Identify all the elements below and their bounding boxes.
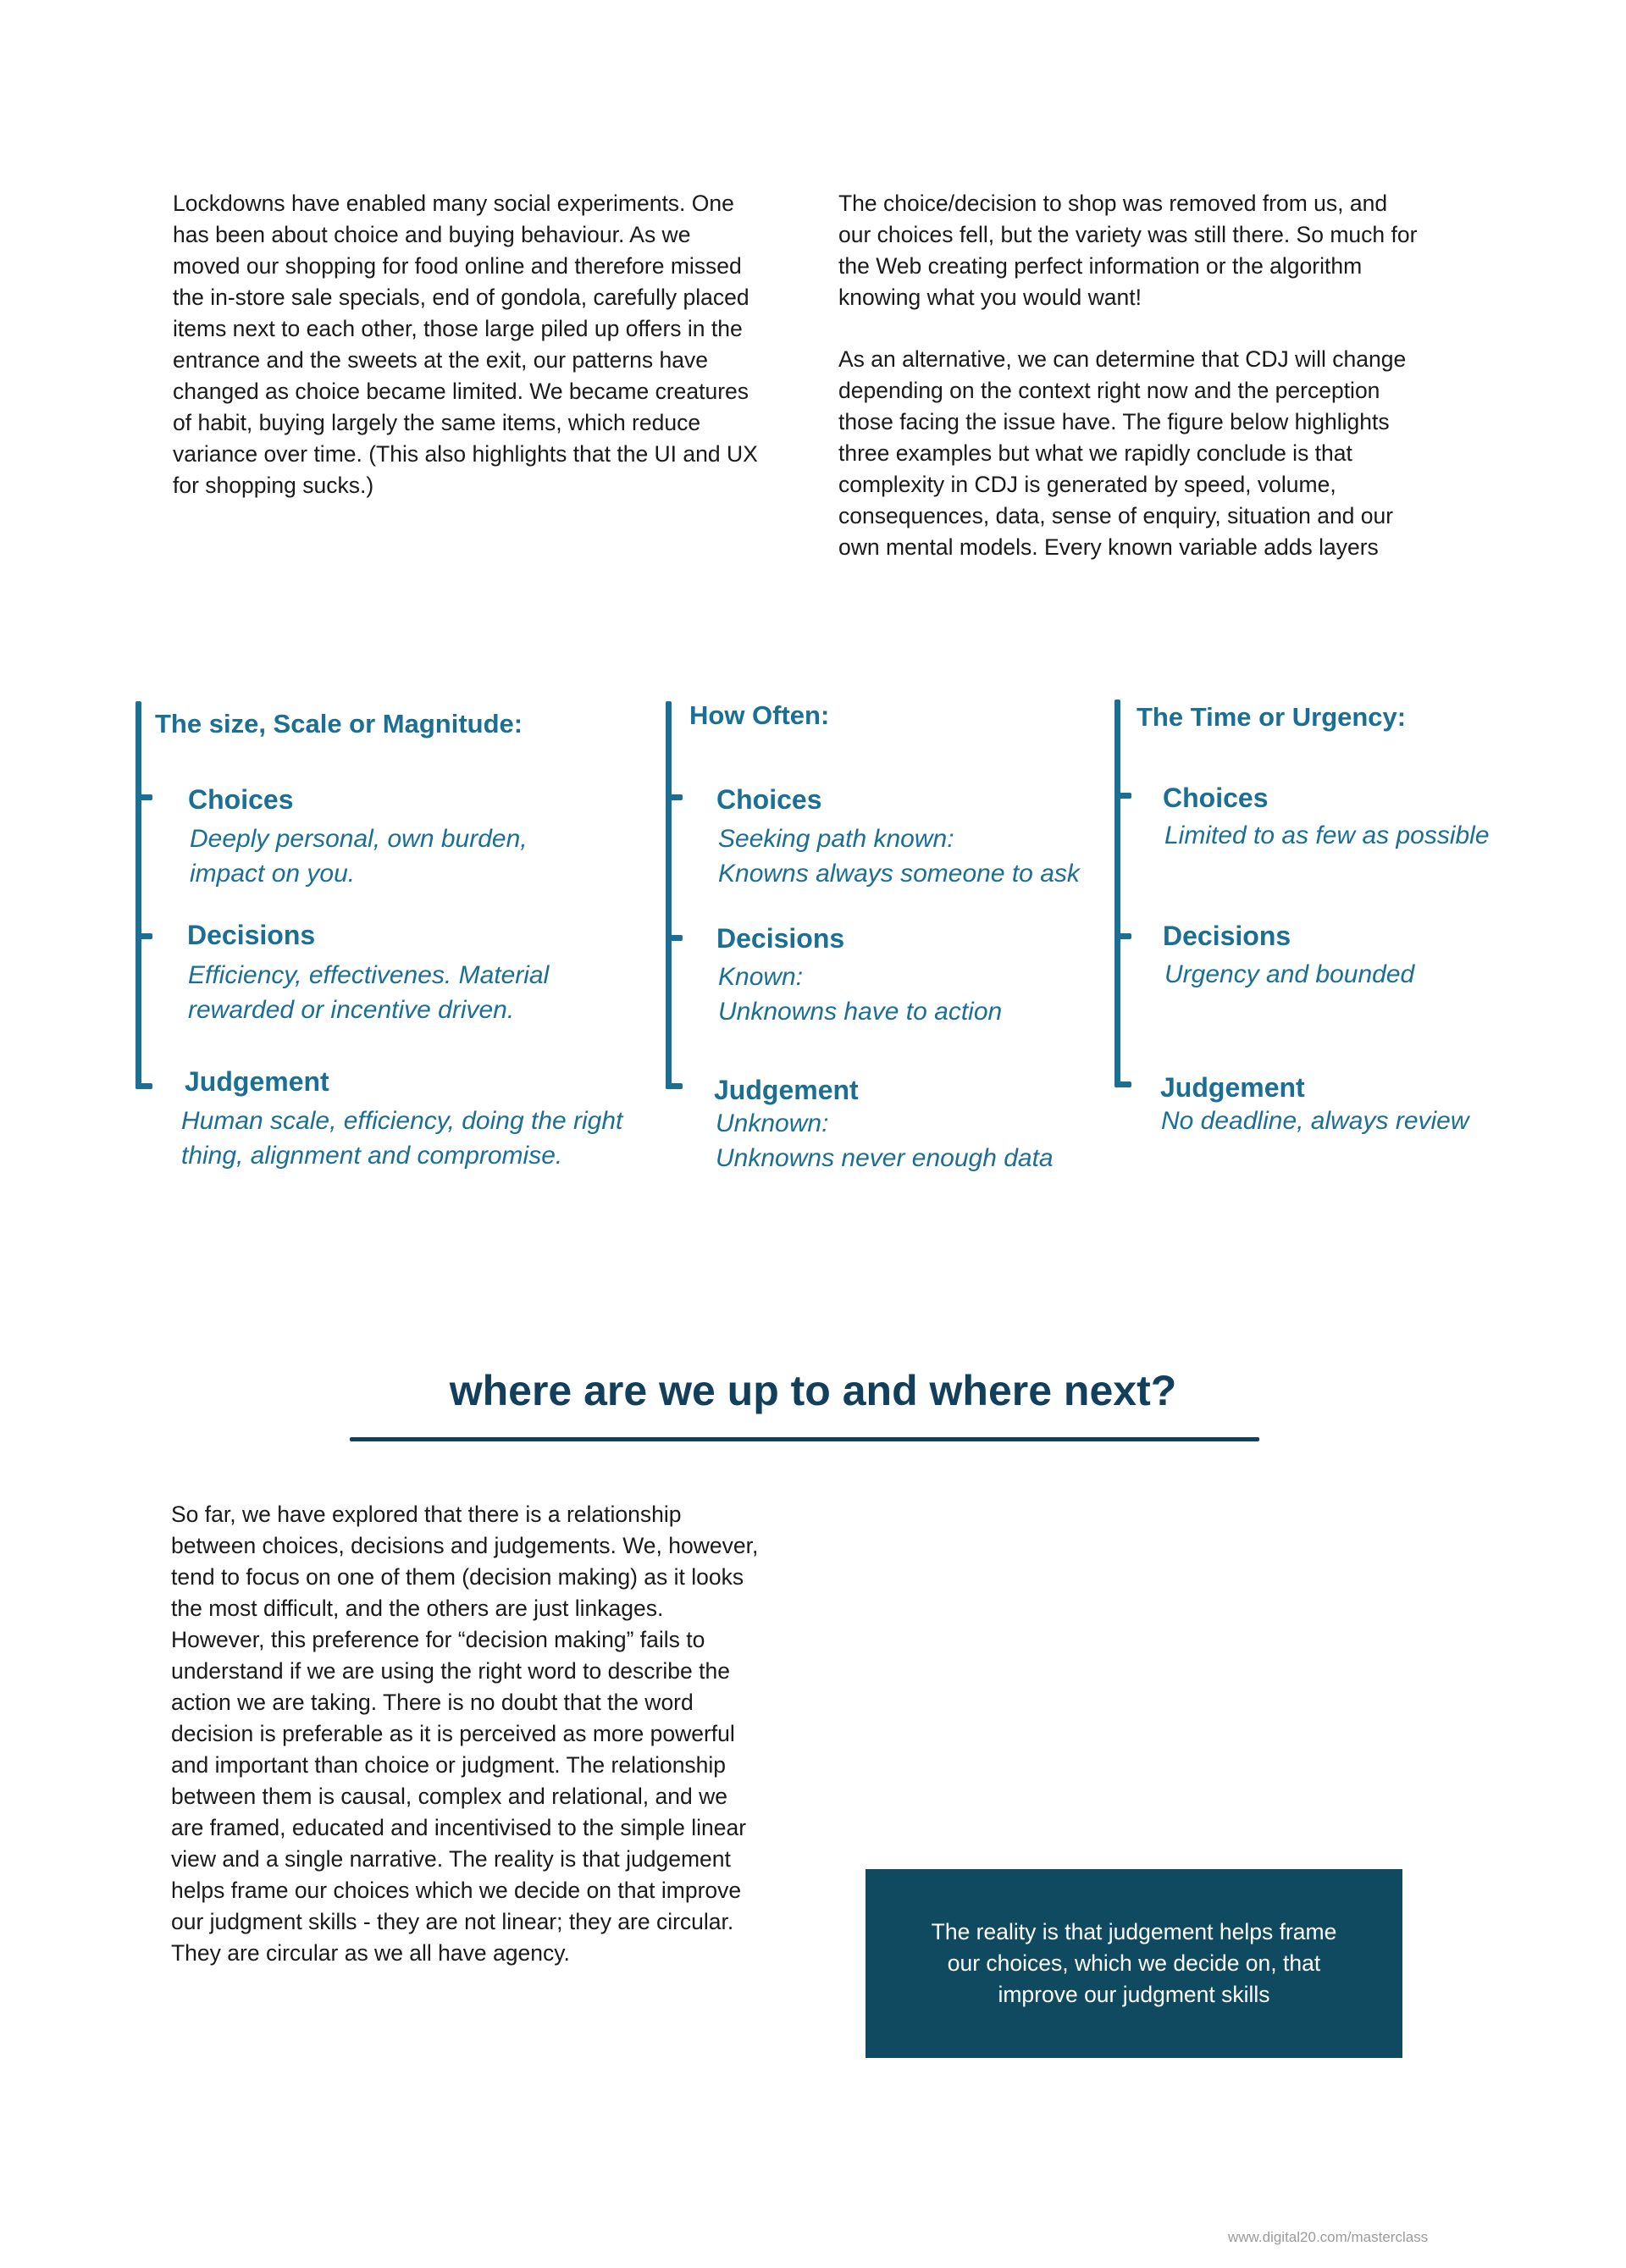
decisions-label: Decisions [716,923,845,954]
intro-right-paragraph-1: The choice/decision to shop was removed from us, and our choices fell, but the variety was still there. So much for the Web creating perfect information or the algorithm knowing what you would want! [838,191,1418,310]
bracket-tick [666,1083,683,1089]
column-heading: The size, Scale or Magnitude: [155,709,523,738]
choices-label: Choices [1163,783,1269,813]
bracket-tick [1114,793,1131,799]
column-heading: The Time or Urgency: [1137,702,1407,732]
choices-text: Seeking path known: Knowns always someone to ask [718,825,1080,888]
bracket-tick [136,1083,152,1089]
choices-text: Limited to as few as possible [1164,821,1490,849]
choices-label: Choices [188,784,294,815]
decisions-text: Known: Unknowns have to action [718,963,1003,1026]
judgement-text: Human scale, efficiency, doing the right thing, alignment and compromise. [181,1107,623,1170]
pull-quote-text: The reality is that judgement helps frame our choices, which we decide on, that improve our judgment skills [931,1919,1337,2007]
decisions-label: Decisions [187,920,316,950]
column-bracket [666,701,672,1089]
judgement-text: Unknown: Unknowns never enough data [716,1109,1054,1172]
pull-quote-callout [866,1869,1402,2058]
bracket-tick [1114,1081,1131,1087]
bracket-tick [136,933,152,939]
footer-url: www.digital20.com/masterclass [1228,2229,1429,2245]
bracket-tick [666,794,683,800]
bracket-tick [666,935,683,941]
intro-right-paragraph-2: As an alternative, we can determine that CDJ will change depending on the context right now and the perception those facing the issue have. The figure below highlights three examples but what we rapidly conclude is that complexity in CDJ is generated by speed, volume, consequences, data, sense of enquiry, situation and our own mental models. Every known variable adds layers [838,346,1407,560]
column-bracket [136,701,141,1089]
section-divider [350,1437,1259,1441]
choices-text: Deeply personal, own burden, impact on you. [190,825,528,888]
decisions-text: Efficiency, effectivenes. Material rewarded or incentive driven. [188,961,550,1024]
intro-left-paragraph: Lockdowns have enabled many social experiments. One has been about choice and buying behaviour. As we moved our shopping for food online and therefore missed the in-store sale specials, end of gondola, carefully placed items next to each other, those large piled up offers in the entrance and the sweets at the exit, our patterns have changed as choice became limited. We became creatures of habit, buying largely the same items, which reduce variance over time. (This also highlights that the UI and UX for shopping sucks.) [173,191,758,498]
column-bracket [1114,700,1120,1087]
judgement-label: Judgement [714,1075,859,1105]
decisions-text: Urgency and bounded [1164,960,1415,988]
judgement-text: No deadline, always review [1161,1107,1469,1135]
column-heading: How Often: [689,700,830,730]
section-body-paragraph: So far, we have explored that there is a relationship between choices, decisions and judgements. We, however, tend to focus on one of them (decision making) as it looks the most difficult, and the others are just linkages. However, this preference for “decision making” fails to understand if we are using the right word to describe the action we are taking. There is no doubt that the word decision is preferable as it is perceived as more powerful and important than choice or judgment. The relationship between them is causal, complex and relational, and we are framed, educated and incentivised to the simple linear view and a single narrative. The reality is that judgement helps frame our choices which we decide on that improve our judgment skills - they are not linear; they are circular. They are circular as we all have agency. [171,1502,759,1966]
section-title: where are we up to and where next? [449,1367,1177,1414]
choices-label: Choices [716,784,822,815]
judgement-label: Judgement [1160,1072,1305,1103]
bracket-tick [1114,933,1131,939]
bracket-tick [136,794,152,800]
decisions-label: Decisions [1163,921,1291,951]
judgement-label: Judgement [185,1066,329,1097]
